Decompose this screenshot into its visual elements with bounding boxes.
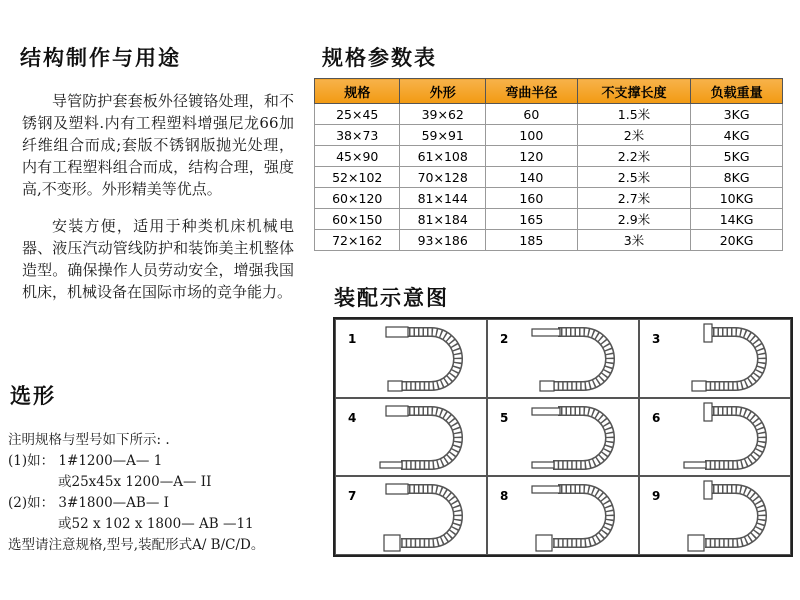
structure-paragraph-2: 安装方便，适用于种类机床机械电器、液压汽动管线防护和装饰美主机整体造型。确保操作人员劳动安全，增强我国机床，机械设备在国际市场的竞争能力。 xyxy=(22,217,294,301)
spec-cell: 59×91 xyxy=(400,125,485,146)
end-fitting xyxy=(532,486,560,493)
selection-line: (1)如： 1#1200—A— 1 xyxy=(8,453,163,469)
spec-row xyxy=(315,167,783,188)
spec-cell: 45×90 xyxy=(315,146,400,167)
spec-cell: 39×62 xyxy=(400,104,485,125)
spec-row xyxy=(315,125,783,146)
spec-cell: 25×45 xyxy=(315,104,400,125)
selection-line: 或25x45x 1200—A— II xyxy=(58,474,212,490)
end-fitting xyxy=(704,481,712,499)
drag-chain-drawing xyxy=(336,477,488,555)
assembly-diagram-8 xyxy=(487,476,639,555)
end-fitting xyxy=(536,535,552,551)
spec-cell: 2.7米 xyxy=(577,188,690,209)
spec-cell: 8KG xyxy=(691,167,783,188)
spec-cell: 93×186 xyxy=(400,230,485,251)
spec-cell: 70×128 xyxy=(400,167,485,188)
drag-chain-drawing xyxy=(640,477,792,555)
spec-cell: 52×102 xyxy=(315,167,400,188)
selection-line: (2)如： 3#1800—AB— I xyxy=(8,495,169,511)
assembly-diagram-7 xyxy=(335,476,487,555)
assembly-diagram-6 xyxy=(639,398,791,477)
spec-cell: 165 xyxy=(485,209,577,230)
spec-cell: 14KG xyxy=(691,209,783,230)
assembly-diagram-4 xyxy=(335,398,487,477)
spec-cell: 140 xyxy=(485,167,577,188)
spec-header-row xyxy=(315,79,783,104)
spec-cell: 10KG xyxy=(691,188,783,209)
end-fitting xyxy=(386,327,408,337)
drag-chain-drawing xyxy=(640,320,792,398)
structure-paragraph-1: 导管防护套套板外径镀铬处理，和不锈钢及塑料.内有工程塑料增强尼龙66加纤维组合而成;套版不锈钢版抛光处理，内有工程塑料组合而成，结构合理，强度高,不变形。外形精美等优点。 xyxy=(22,92,294,198)
drag-chain-drawing xyxy=(488,399,640,477)
selection-line: 注明规格与型号如下所示: . xyxy=(8,432,170,448)
diagram-number: 3 xyxy=(652,332,661,346)
diagram-number: 2 xyxy=(500,332,509,346)
spec-cell: 60×120 xyxy=(315,188,400,209)
spec-cell: 20KG xyxy=(691,230,783,251)
diagram-number: 9 xyxy=(652,489,661,504)
spec-row xyxy=(315,230,783,251)
spec-cell: 2.9米 xyxy=(577,209,690,230)
end-fitting xyxy=(704,324,712,342)
end-fitting xyxy=(532,462,554,468)
spec-cell: 185 xyxy=(485,230,577,251)
selection-line: 选型请注意规格,型号,装配形式A/ B/C/D。 xyxy=(8,537,265,553)
header-load: 负载重量 xyxy=(691,79,783,104)
assembly-diagram-3 xyxy=(639,319,791,398)
end-fitting xyxy=(532,408,560,415)
spec-table xyxy=(314,78,783,251)
end-fitting xyxy=(688,535,704,551)
assembly-title: 装配示意图 xyxy=(334,285,449,310)
end-fitting xyxy=(384,535,400,551)
spec-cell: 100 xyxy=(485,125,577,146)
spec-cell: 38×73 xyxy=(315,125,400,146)
assembly-diagram-5 xyxy=(487,398,639,477)
spec-cell: 2.2米 xyxy=(577,146,690,167)
spec-row xyxy=(315,104,783,125)
selection-title: 选形 xyxy=(10,383,56,408)
diagram-number: 5 xyxy=(500,410,509,425)
spec-cell: 4KG xyxy=(691,125,783,146)
end-fitting xyxy=(540,381,554,391)
drag-chain-drawing xyxy=(488,320,640,398)
spec-cell: 3米 xyxy=(577,230,690,251)
end-fitting xyxy=(692,381,706,391)
spec-cell: 81×184 xyxy=(400,209,485,230)
end-fitting xyxy=(388,381,402,391)
end-fitting xyxy=(386,406,408,416)
structure-title: 结构制作与用途 xyxy=(20,45,181,70)
spec-title: 规格参数表 xyxy=(322,45,437,70)
diagram-number: 4 xyxy=(348,410,357,425)
spec-cell: 2米 xyxy=(577,125,690,146)
spec-cell: 60×150 xyxy=(315,209,400,230)
assembly-diagram-grid xyxy=(333,317,793,557)
spec-cell: 61×108 xyxy=(400,146,485,167)
assembly-diagram-9 xyxy=(639,476,791,555)
end-fitting xyxy=(386,484,408,494)
header-unsupported-length: 不支撑长度 xyxy=(577,79,690,104)
diagram-number: 1 xyxy=(348,332,357,346)
end-fitting xyxy=(704,403,712,421)
spec-cell: 81×144 xyxy=(400,188,485,209)
spec-cell: 5KG xyxy=(691,146,783,167)
selection-notes xyxy=(8,430,264,556)
spec-cell: 72×162 xyxy=(315,230,400,251)
end-fitting xyxy=(380,462,402,468)
selection-line: 或52 x 102 x 1800— AB —11 xyxy=(58,516,254,532)
drag-chain-drawing xyxy=(640,399,792,477)
diagram-number: 7 xyxy=(348,489,357,504)
spec-row xyxy=(315,188,783,209)
drag-chain-drawing xyxy=(488,477,640,555)
assembly-diagram-1 xyxy=(335,319,487,398)
end-fitting xyxy=(532,329,560,336)
header-bend-radius: 弯曲半径 xyxy=(485,79,577,104)
header-shape: 外形 xyxy=(400,79,485,104)
spec-cell: 1.5米 xyxy=(577,104,690,125)
spec-cell: 60 xyxy=(485,104,577,125)
diagram-number: 8 xyxy=(500,489,509,504)
end-fitting xyxy=(684,462,706,468)
spec-cell: 3KG xyxy=(691,104,783,125)
drag-chain-drawing xyxy=(336,399,488,477)
spec-cell: 120 xyxy=(485,146,577,167)
diagram-number: 6 xyxy=(652,410,661,425)
spec-cell: 160 xyxy=(485,188,577,209)
assembly-diagram-2 xyxy=(487,319,639,398)
header-spec: 规格 xyxy=(315,79,400,104)
drag-chain-drawing xyxy=(336,320,488,398)
spec-cell: 2.5米 xyxy=(577,167,690,188)
spec-row xyxy=(315,146,783,167)
spec-row xyxy=(315,209,783,230)
